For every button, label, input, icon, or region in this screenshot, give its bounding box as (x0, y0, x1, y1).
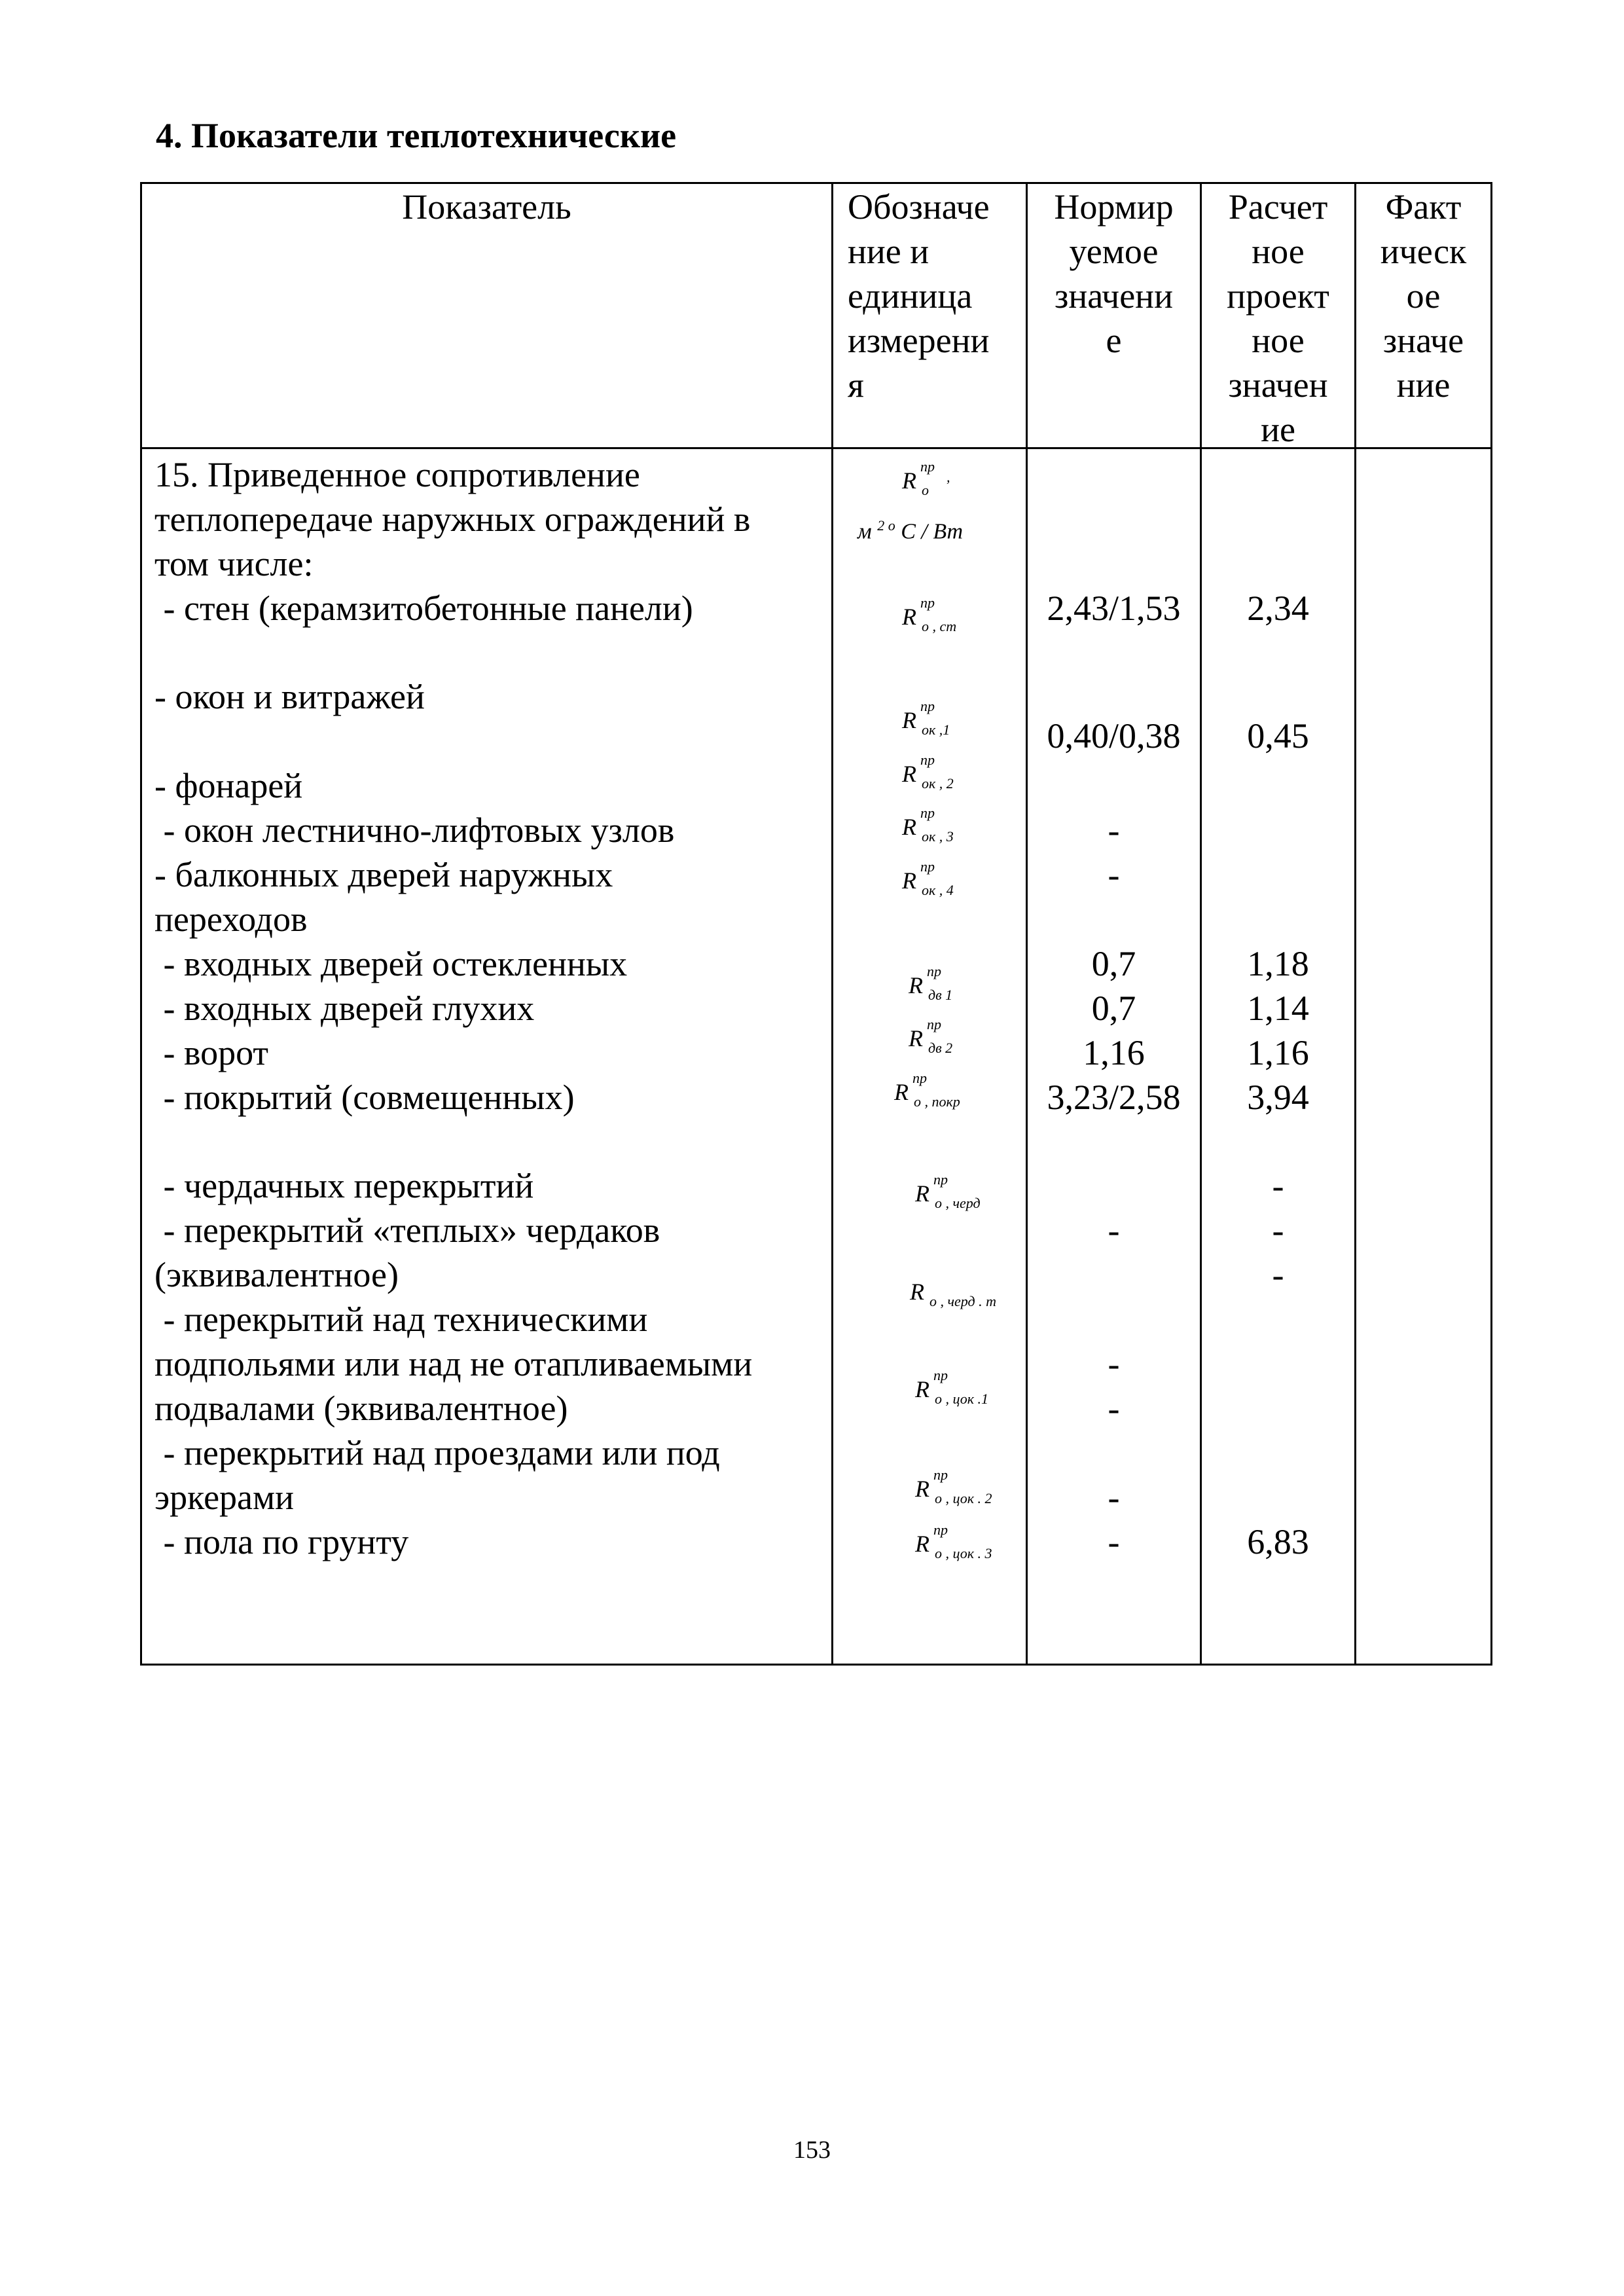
calculated-value: 1,16 (1247, 1033, 1309, 1072)
label-line: - перекрытий над проездами или под (154, 1433, 720, 1472)
column-divider-1 (831, 182, 833, 1666)
symbol-r-ok-1: R пр ок ,1 (902, 698, 950, 738)
header-actual: Факт ическ ое значе ние (1380, 187, 1467, 405)
symbol-r-o-tsok-2: R пр о , цок . 2 (915, 1467, 992, 1506)
normative-value: 2,43/1,53 (1047, 589, 1181, 628)
symbol-r-o-st: R пр о , ст (902, 594, 957, 634)
label-line: теплопередаче наружных ограждений в (154, 500, 751, 539)
label-line: - покрытий (совмещенных) (154, 1078, 575, 1117)
symbol-r-dv-1: R пр дв 1 (909, 963, 953, 1003)
header-designation: Обозначе ние и единица измерени я (848, 187, 990, 405)
normative-value: - (1108, 855, 1120, 894)
label-line: - стен (керамзитобетонные панели) (154, 589, 693, 628)
calculated-value: 1,18 (1247, 944, 1309, 983)
label-line: - ворот (154, 1033, 268, 1072)
label-line: - перекрытий «теплых» чердаков (154, 1211, 660, 1250)
calculated-value: - (1272, 1255, 1284, 1294)
symbol-r-ok-2: R пр ок , 2 (902, 752, 954, 792)
normative-value: - (1108, 1389, 1120, 1428)
normative-value: 0,7 (1091, 989, 1136, 1028)
normative-value: 0,40/0,38 (1047, 716, 1181, 756)
normative-value: - (1108, 811, 1120, 850)
header-indicator: Показатель (402, 187, 571, 227)
normative-value: - (1108, 1478, 1120, 1517)
label-line: - входных дверей остекленных (154, 944, 628, 983)
normative-value: 1,16 (1083, 1033, 1145, 1072)
calculated-value: 6,83 (1247, 1522, 1309, 1561)
label-line: эркерами (154, 1478, 295, 1517)
unit-m2c-per-w: м $^{2 о}$ С / Вт (857, 517, 964, 544)
label-line: - перекрытий над техническими (154, 1300, 648, 1339)
table-border-right (1490, 182, 1492, 1666)
label-line: - окон и витражей (154, 677, 425, 716)
symbol-r-o-pokr: R пр о , покр (894, 1070, 960, 1110)
symbol-r-o-tsok-3: R пр о , цок . 3 (915, 1522, 992, 1561)
calculated-value: 3,94 (1247, 1078, 1309, 1117)
normative-value: 0,7 (1091, 944, 1136, 983)
column-divider-2 (1026, 182, 1028, 1666)
label-line: - пола по грунту (154, 1522, 409, 1561)
table-border-left (140, 182, 142, 1666)
symbol-r-o: R пр о , (902, 458, 950, 498)
page-number: 153 (793, 2136, 831, 2164)
label-line: - входных дверей глухих (154, 989, 535, 1028)
calculated-value: 2,34 (1247, 589, 1309, 628)
symbol-r-o-cherd: R пр о , черд (915, 1171, 981, 1211)
symbol-r-ok-4: R пр ок , 4 (902, 858, 954, 898)
label-line: подвалами (эквивалентное) (154, 1389, 568, 1428)
label-line: переходов (154, 900, 308, 939)
calculated-value: 1,14 (1247, 989, 1309, 1028)
calculated-value: 0,45 (1247, 716, 1309, 756)
label-line: - балконных дверей наружных (154, 855, 613, 894)
calculated-value: - (1272, 1211, 1284, 1250)
header-calculated: Расчет ное проект ное значен ие (1227, 187, 1329, 449)
label-line: - окон лестнично-лифтовых узлов (154, 811, 675, 850)
normative-value: - (1108, 1344, 1120, 1383)
normative-value: 3,23/2,58 (1047, 1078, 1181, 1117)
normative-value: - (1108, 1211, 1120, 1250)
label-line: (эквивалентное) (154, 1255, 399, 1294)
normative-value: - (1108, 1522, 1120, 1561)
symbol-r-dv-2: R пр дв 2 (909, 1016, 953, 1056)
section-heading: 4. Показатели теплотехнические (156, 116, 677, 155)
symbol-r-o-tsok-1: R пр о , цок .1 (915, 1367, 989, 1407)
table-border-top (140, 182, 1492, 184)
label-line: - чердачных перекрытий (154, 1166, 534, 1205)
label-line: - фонарей (154, 766, 303, 805)
label-line: 15. Приведенное сопротивление (154, 455, 640, 494)
label-line: подпольями или над не отапливаемыми (154, 1344, 753, 1383)
label-line: том числе: (154, 544, 314, 583)
calculated-value: - (1272, 1166, 1284, 1205)
symbol-r-o-cherd-t: R о , черд . т (910, 1279, 996, 1309)
table-border-bottom (140, 1664, 1492, 1666)
symbol-r-ok-3: R пр ок , 3 (902, 805, 954, 845)
header-normative: Нормир уемое значени е (1054, 187, 1174, 360)
